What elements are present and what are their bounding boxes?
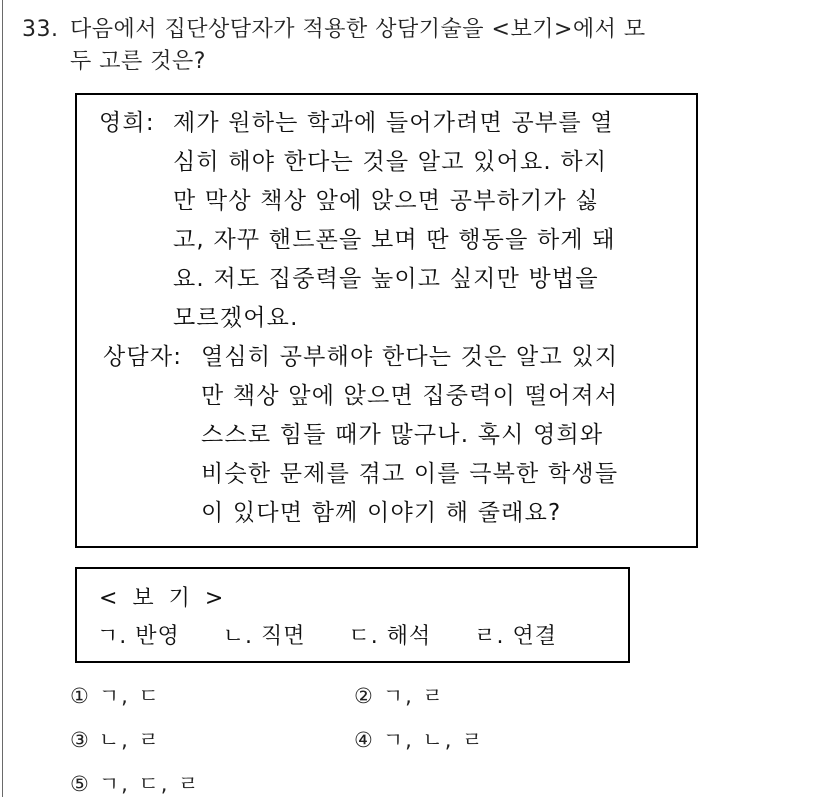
answer-option-3[interactable] [70, 724, 161, 754]
option-marker: ④ [354, 728, 375, 752]
speaker-label: 상담자: [103, 344, 183, 370]
speaker-lines [173, 104, 616, 338]
dialogue-line: 이 있다면 함께 이야기 해 줄래요? [201, 500, 562, 526]
dialogue-line: 만 책상 앞에 앉으면 집중력이 떨어져서 [201, 383, 619, 409]
dialogue-line: 제가 원하는 학과에 들어가려면 공부를 열 [173, 110, 614, 136]
dialogue-line: 모르겠어요. [173, 305, 299, 331]
option-text: ㄱ, ㄷ, ㄹ [98, 772, 201, 796]
answer-option-5[interactable] [70, 768, 200, 798]
option-marker: ⑤ [70, 772, 91, 796]
dialogue-line: 스스로 힘들 때가 많구나. 혹시 영희와 [201, 422, 604, 448]
speaker-block-younghee [99, 104, 616, 338]
speaker-lines [201, 338, 618, 533]
question-stem [22, 14, 782, 78]
option-marker: ② [354, 684, 375, 708]
question-number: 33. [22, 17, 59, 42]
option-marker: ③ [70, 728, 91, 752]
question-text-2: 두 고른 것은? [70, 49, 206, 74]
dialogue-line: 심히 해야 한다는 것을 알고 있어요. 하지 [173, 149, 608, 175]
bogi-item: ㄷ. 해석 [348, 624, 432, 649]
option-text: ㄱ, ㄹ [382, 684, 445, 708]
dialogue-line: 만 막상 책상 앞에 앉으면 공부하기가 싫 [173, 188, 599, 214]
dialogue-line: 요. 저도 집중력을 높이고 싶지만 방법을 [173, 266, 599, 292]
answer-option-1[interactable] [70, 680, 161, 710]
bogi-item: ㄱ. 반영 [97, 624, 180, 649]
bogi-items [97, 619, 557, 650]
answer-option-4[interactable] [354, 724, 484, 754]
dialogue-line: 비슷한 문제를 겪고 이를 극복한 학생들 [201, 461, 619, 487]
dialogue-line: 고, 자꾸 핸드폰을 보며 딴 행동을 하게 돼 [173, 227, 616, 253]
speaker-block-counselor [103, 338, 618, 533]
option-marker: ① [70, 684, 91, 708]
bogi-item: ㄴ. 직면 [222, 624, 306, 649]
speaker-label: 영희: [99, 110, 155, 136]
bogi-title: < 보 기 > [99, 586, 228, 611]
option-text: ㄴ, ㄹ [98, 728, 161, 752]
dialogue-box [75, 93, 698, 548]
option-text: ㄱ, ㄷ [98, 684, 161, 708]
dialogue-line: 열심히 공부해야 한다는 것은 알고 있지 [201, 344, 619, 370]
option-text: ㄱ, ㄴ, ㄹ [382, 728, 485, 752]
answer-option-2[interactable] [354, 680, 445, 710]
bogi-box [75, 567, 630, 663]
bogi-item: ㄹ. 연결 [474, 624, 557, 649]
left-margin-rule [2, 0, 3, 797]
question-text-1: 다음에서 집단상담자가 적용한 상담기술을 <보기>에서 모 [70, 17, 646, 42]
question-line-1 [22, 14, 782, 46]
